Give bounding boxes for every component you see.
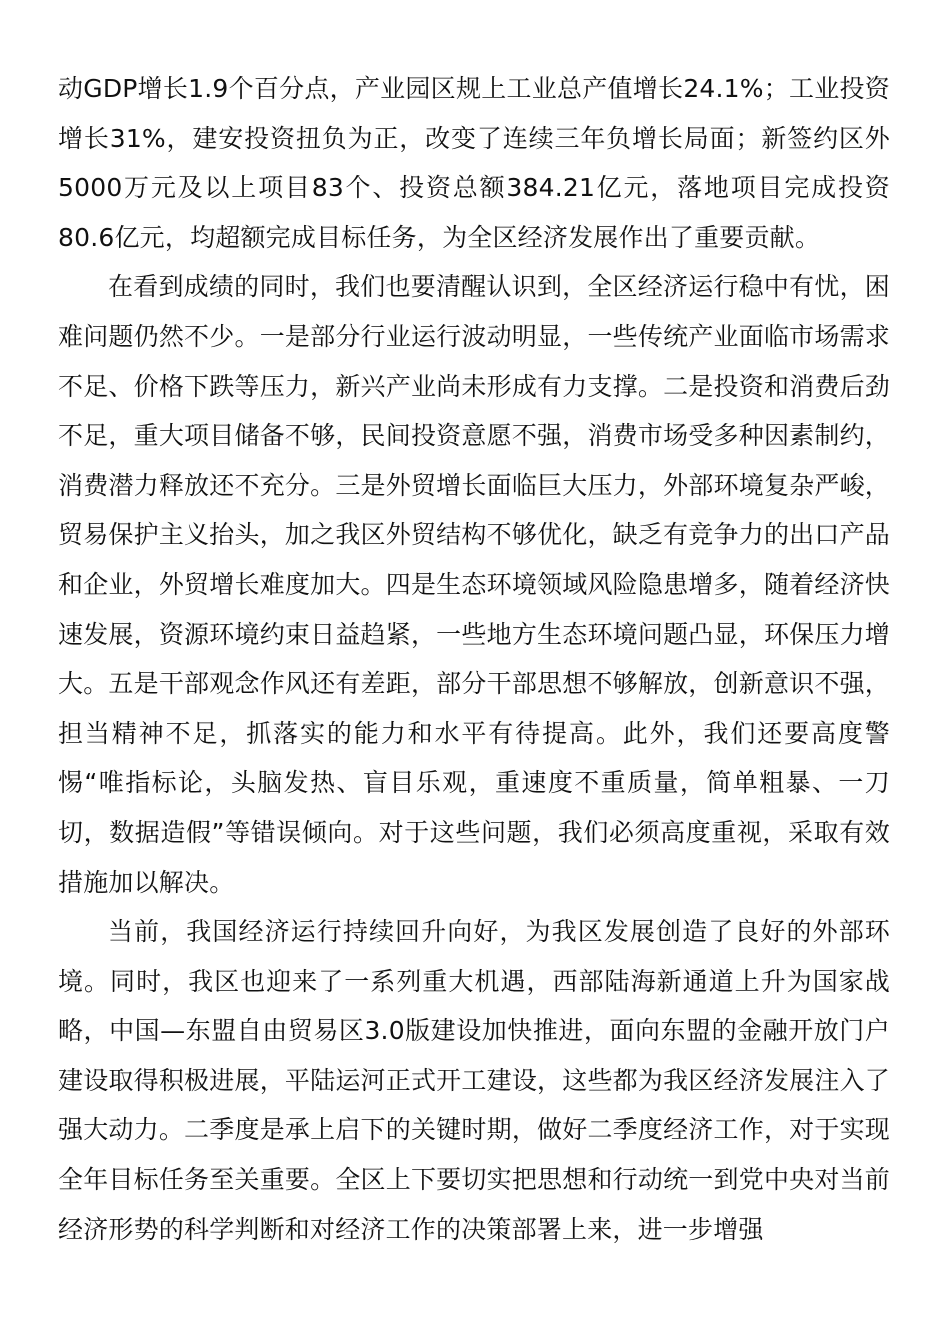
document-body (58, 64, 890, 1254)
paragraph-3: 当前，我国经济运行持续回升向好，为我区发展创造了良好的外部环境。同时，我区也迎来了一系列重大机遇，西部陆海新通道上升为国家战略，中国—东盟自由贸易区3.0版建设加快推进，面向东盟的金融开放门户建设取得积极进展，平陆运河正式开工建设，这些都为我区经济发展注入了强大动力。二季度是承上启下的关键时期，做好二季度经济工作，对于实现全年目标任务至关重要。全区上下要切实把思想和行动统一到党中央对当前经济形势的科学判断和对经济工作的决策部署上来，进一步增强 (58, 917, 890, 1244)
paragraph-2: 在看到成绩的同时，我们也要清醒认识到，全区经济运行稳中有忧，困难问题仍然不少。一是部分行业运行波动明显，一些传统产业面临市场需求不足、价格下跌等压力，新兴产业尚未形成有力支撑。二是投资和消费后劲不足，重大项目储备不够，民间投资意愿不强，消费市场受多种因素制约，消费潜力释放还不充分。三是外贸增长面临巨大压力，外部环境复杂严峻，贸易保护主义抬头，加之我区外贸结构不够优化，缺乏有竞争力的出口产品和企业，外贸增长难度加大。四是生态环境领域风险隐患增多，随着经济快速发展，资源环境约束日益趋紧，一些地方生态环境问题凸显，环保压力增大。五是干部观念作风还有差距，部分干部思想不够解放，创新意识不强，担当精神不足，抓落实的能力和水平有待提高。此外，我们还要高度警惕“唯指标论，头脑发热、盲目乐观，重速度不重质量，简单粗暴、一刀切，数据造假”等错误倾向。对于这些问题，我们必须高度重视，采取有效措施加以解决。 (58, 272, 890, 897)
paragraph-1: 动GDP增长1.9个百分点，产业园区规上工业总产值增长24.1%；工业投资增长31%，建安投资扭负为正，改变了连续三年负增长局面；新签约区外5000万元及以上项目83个、投资总额384.21亿元，落地项目完成投资80.6亿元，均超额完成目标任务，为全区经济发展作出了重要贡献。 (58, 74, 890, 252)
